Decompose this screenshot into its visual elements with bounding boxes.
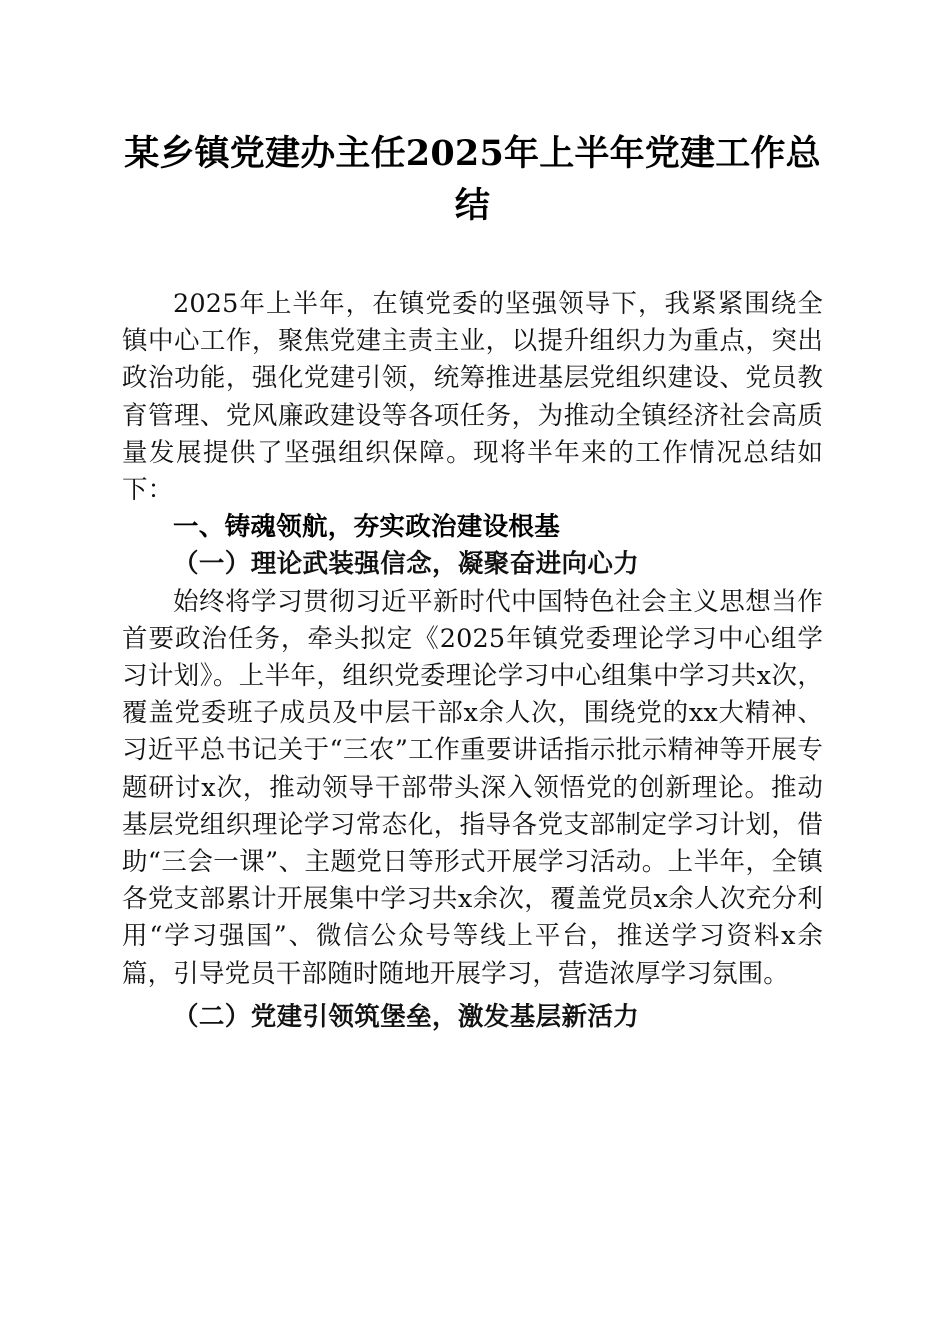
page-title: 某乡镇党建办主任2025年上半年党建工作总结 — [124, 133, 821, 226]
subsection-heading-one-a: （一）理论武装强信念，凝聚奋进向心力 — [173, 549, 640, 580]
section-heading-one: 一、铸魂领航，夯实政治建设根基 — [173, 512, 561, 543]
title-spacer — [122, 232, 823, 286]
subsection-one-a-body: 始终将学习贯彻习近平新时代中国特色社会主义思想当作首要政治任务，牵头拟定《2025年镇党委理论学习中心组学习计划》。上半年，组织党委理论学习中心组集中学习共x次，覆盖党委班子成员及中层干部x余人次，围绕党的xx大精神、习近平总书记关于“三农”工作重要讲话指示批示精神等开展专题研讨x次，推动领导干部带头深入领悟党的创新理论。推动基层党组织理论学习常态化，指导各党支部制定学习计划，借助“三会一课”、主题党日等形式开展学习活动。上半年，全镇各党支部累计开展集中学习共x余次，覆盖党员x余人次充分利用“学习强国”、微信公众号等线上平台，推送学习资料x余篇，引导党员干部随时随地开展学习，营造浓厚学习氛围。 — [122, 586, 823, 989]
document-content — [122, 0, 823, 1036]
intro-paragraph: 2025年上半年，在镇党委的坚强领导下，我紧紧围绕全镇中心工作，聚焦党建主责主业，以提升组织力为重点，突出政治功能，强化党建引领，统筹推进基层党组织建设、党员教育管理、党风廉政建设等各项任务，为推动全镇经济社会高质量发展提供了坚强组织保障。现将半年来的工作情况总结如下： — [122, 289, 823, 506]
subsection-heading-one-b: （二）党建引领筑堡垒，激发基层新活力 — [173, 1001, 640, 1032]
